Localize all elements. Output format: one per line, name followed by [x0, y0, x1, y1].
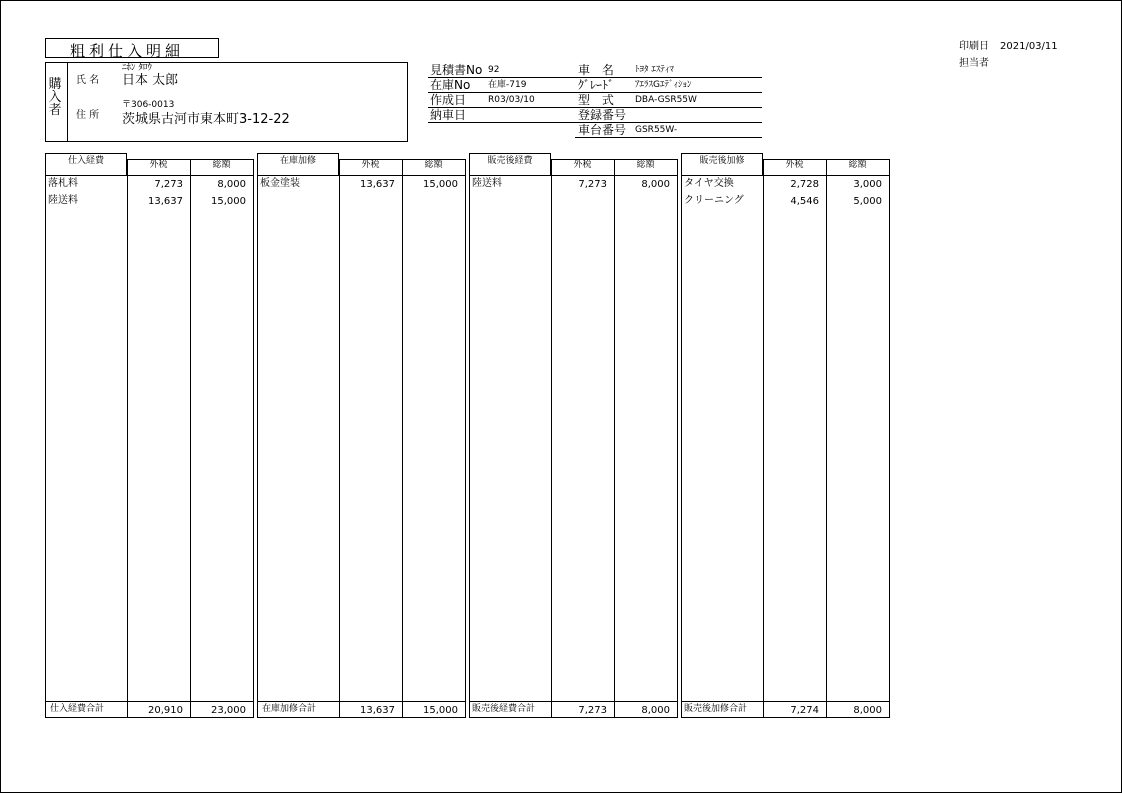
col-total-header: 総額: [424, 160, 443, 170]
row-tax: 13,637: [360, 179, 395, 190]
section-label: 在庫加修: [279, 156, 316, 166]
row-tax: 2,728: [790, 179, 819, 190]
sum-tax: 7,273: [578, 705, 607, 716]
column-rule: [826, 159, 827, 717]
name-label: 氏 名: [76, 75, 100, 86]
postal-code: 〒306-0013: [122, 100, 175, 110]
row-total: 15,000: [211, 196, 246, 207]
row-tax: 4,546: [790, 196, 819, 207]
sum-total: 8,000: [853, 705, 882, 716]
row-tax: 7,273: [154, 179, 183, 190]
sum-tax: 20,910: [148, 705, 183, 716]
footer-rule: [257, 717, 466, 718]
grade-label: ｸﾞﾚｰﾄﾞ: [578, 78, 615, 92]
col-total-header: 総額: [848, 160, 867, 170]
row-total: 3,000: [853, 179, 882, 190]
buyer-divider: [67, 62, 68, 142]
created-label: 作成日: [430, 93, 467, 107]
buyer-address: 茨城県古河市東本町3-12-22: [122, 112, 290, 127]
car-name: ﾄﾖﾀ ｴｽﾃｨﾏ: [635, 65, 674, 75]
row-total: 8,000: [217, 179, 246, 190]
print-date-label: 印刷日: [959, 41, 989, 52]
col-total-header: 総額: [636, 160, 655, 170]
sum-total: 23,000: [211, 705, 246, 716]
section-label: 仕入経費: [67, 156, 104, 166]
column-rule: [402, 159, 403, 717]
col-tax-header: 外税: [149, 160, 168, 170]
column-rule: [677, 159, 678, 717]
chassis-no: GSR55W-: [635, 125, 678, 135]
row-name: 板金塗装: [260, 178, 300, 189]
footer-rule: [257, 701, 465, 702]
table-border: [45, 175, 46, 717]
row-total: 5,000: [853, 196, 882, 207]
column-rule: [190, 159, 191, 717]
buyer-name: 日本 太郎: [122, 73, 179, 88]
info-rule: [575, 137, 762, 138]
column-rule: [763, 159, 764, 717]
row-total: 15,000: [423, 179, 458, 190]
buyer-section-label: 購入者: [48, 77, 62, 118]
col-total-header: 総額: [212, 160, 231, 170]
table-border: [681, 175, 682, 717]
address-label: 住 所: [76, 110, 100, 121]
column-rule: [614, 159, 615, 717]
chassis-label: 車台番号: [578, 123, 627, 137]
row-name: 陸送料: [48, 195, 78, 206]
stock-no: 在庫-719: [488, 80, 527, 90]
buyer-box: [45, 62, 408, 142]
section-label: 販売後経費: [487, 156, 533, 166]
column-rule: [889, 159, 890, 717]
table-border: [469, 175, 470, 717]
grade: ｱｴﾗｽGｴﾃﾞｨｼｮﾝ: [635, 80, 692, 90]
row-name: タイヤ交換: [684, 178, 734, 189]
column-rule: [465, 159, 466, 717]
footer-rule: [681, 701, 889, 702]
created-date: R03/03/10: [488, 95, 535, 105]
col-tax-header: 外税: [573, 160, 592, 170]
table-border: [257, 175, 258, 717]
stock-no-label: 在庫No: [430, 78, 471, 92]
sum-label: 在庫加修合計: [262, 704, 317, 714]
footer-rule: [681, 717, 890, 718]
row-name: 陸送料: [472, 178, 502, 189]
model-label: 型 式: [578, 93, 618, 107]
header-rule: [45, 175, 253, 176]
col-tax-header: 外税: [785, 160, 804, 170]
footer-rule: [469, 701, 677, 702]
footer-rule: [45, 717, 254, 718]
sum-label: 販売後経費合計: [472, 704, 536, 714]
staff-label: 担当者: [959, 58, 989, 69]
header-rule: [469, 175, 677, 176]
delivery-label: 納車日: [430, 108, 467, 122]
name-kana: ﾆﾎﾝ ﾀﾛｳ: [122, 63, 152, 73]
row-name: 落札料: [48, 178, 78, 189]
row-name: クリーニング: [684, 195, 744, 206]
column-rule: [339, 159, 340, 717]
print-date: 2021/03/11: [1000, 41, 1058, 52]
header-rule: [681, 175, 889, 176]
sum-total: 15,000: [423, 705, 458, 716]
row-tax: 7,273: [578, 179, 607, 190]
sum-label: 仕入経費合計: [50, 704, 105, 714]
section-label: 販売後加修: [699, 156, 745, 166]
row-total: 8,000: [641, 179, 670, 190]
column-rule: [127, 159, 128, 717]
quote-no-label: 見積書No: [430, 63, 483, 77]
sum-total: 8,000: [641, 705, 670, 716]
column-rule: [551, 159, 552, 717]
footer-rule: [45, 701, 253, 702]
header-rule: [257, 175, 465, 176]
footer-rule: [469, 717, 678, 718]
sum-label: 販売後加修合計: [684, 704, 748, 714]
quote-no: 92: [488, 65, 500, 75]
row-tax: 13,637: [148, 196, 183, 207]
sum-tax: 13,637: [360, 705, 395, 716]
car-name-label: 車 名: [578, 63, 618, 77]
column-rule: [253, 159, 254, 717]
col-tax-header: 外税: [361, 160, 380, 170]
sum-tax: 7,274: [790, 705, 819, 716]
page-title: 粗利仕入明細: [70, 42, 185, 60]
model: DBA-GSR55W: [635, 95, 697, 105]
reg-no-label: 登録番号: [578, 108, 627, 122]
